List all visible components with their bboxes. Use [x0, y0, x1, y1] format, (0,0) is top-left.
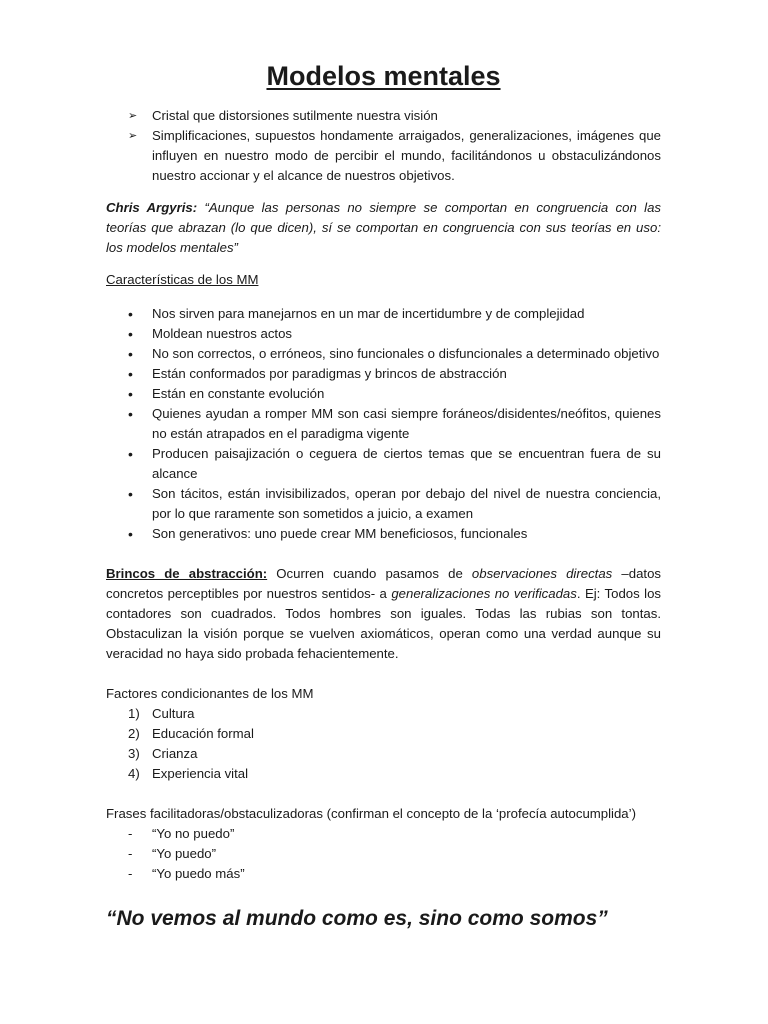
list-item-text: No son correctos, o erróneos, sino funcionales o disfuncionales a determinado objetivo: [152, 346, 660, 361]
list-number: 1): [128, 706, 140, 721]
bullet-icon: •: [128, 366, 133, 382]
list-item-text: Moldean nuestros actos: [152, 326, 293, 341]
list-item: [106, 524, 661, 544]
document-page: [106, 56, 661, 934]
factors-heading: Factores condicionantes de los MM: [106, 686, 314, 701]
list-item-text: “Yo puedo más”: [152, 866, 245, 881]
list-item: [106, 106, 661, 126]
list-item: [106, 444, 661, 484]
bullet-icon: •: [128, 326, 133, 342]
list-item-text: Experiencia vital: [152, 766, 249, 781]
arrow-bullet-icon: ➢: [128, 110, 138, 122]
phrases-list: [106, 824, 661, 884]
bullet-icon: •: [128, 526, 133, 542]
brincos-label: Brincos de abstracción:: [106, 566, 268, 581]
brincos-emphasis-2: generalizaciones no verificadas: [391, 586, 577, 601]
list-item: [106, 764, 661, 784]
list-item: [106, 824, 661, 844]
list-item: [106, 724, 661, 744]
dash-mark: -: [128, 846, 133, 861]
brincos-text-3: . Ej: Todos los contadores son cuadrados. Todos hombres son iguales. Todas las rubias son tontas. Obstaculizan la visión porque se vuelven axiomáticos, operan como una verdad aunque su veracidad no haya sido probada fehacientemente.: [106, 586, 661, 661]
list-item-text: Quienes ayudan a romper MM son casi siempre foráneos/disidentes/neófitos, quienes no están atrapados en el paradigma vigente: [152, 406, 661, 441]
factors-list: [106, 704, 661, 784]
list-item: [106, 304, 661, 324]
dash-mark: -: [128, 826, 133, 841]
list-item: [106, 864, 661, 884]
list-item-text: Cultura: [152, 706, 195, 721]
list-item-text: “Yo puedo”: [152, 846, 217, 861]
final-quote: “No vemos al mundo como es, sino como somos”: [106, 907, 608, 930]
bullet-icon: •: [128, 406, 133, 422]
brincos-paragraph: [106, 564, 661, 664]
list-item: [106, 404, 661, 444]
list-item-text: Son tácitos, están invisibilizados, operan por debajo del nivel de nuestra conciencia, por lo que raramente son sometidos a juicio, a examen: [152, 486, 661, 521]
brincos-text-2: –datos concretos perceptibles por nuestros sentidos- a: [106, 566, 661, 601]
list-item: [106, 384, 661, 404]
bullet-icon: •: [128, 346, 133, 362]
list-item: [106, 126, 661, 186]
intro-list: [106, 106, 661, 186]
brincos-text-1: Ocurren cuando pasamos de: [267, 566, 472, 581]
list-item: [106, 484, 661, 524]
list-item-text: “Yo no puedo”: [152, 826, 235, 841]
document-title: Modelos mentales: [266, 61, 501, 91]
list-item: [106, 324, 661, 344]
list-number: 4): [128, 766, 140, 781]
list-number: 2): [128, 726, 140, 741]
list-item: [106, 744, 661, 764]
list-item: [106, 364, 661, 384]
quote-text: “Aunque las personas no siempre se comportan en congruencia con las teorías que abrazan (lo que dicen), sí se comportan en congruencia con sus teorías en uso: los modelos mentales”: [106, 200, 661, 255]
list-item-text: Cristal que distorsiones sutilmente nuestra visión: [152, 108, 438, 123]
list-item-text: Simplificaciones, supuestos hondamente arraigados, generalizaciones, imágenes que influyen en nuestro modo de percibir el mundo, facilitándonos u obstaculizándonos nuestro accionar y el alcance de nuestros objetivos.: [152, 128, 661, 183]
quote-author: Chris Argyris:: [106, 200, 198, 215]
list-item-text: Producen paisajización o ceguera de ciertos temas que se encuentran fuera de su alcance: [152, 446, 661, 481]
list-item-text: Educación formal: [152, 726, 254, 741]
characteristics-list: [106, 304, 661, 544]
list-item-text: Son generativos: uno puede crear MM beneficiosos, funcionales: [152, 526, 528, 541]
bullet-icon: •: [128, 306, 133, 322]
phrases-heading: Frases facilitadoras/obstaculizadoras (confirman el concepto de la ‘profecía autocumplida’): [106, 806, 636, 821]
bullet-icon: •: [128, 446, 133, 462]
bullet-icon: •: [128, 386, 133, 402]
dash-mark: -: [128, 866, 133, 881]
list-item-text: Están conformados por paradigmas y brincos de abstracción: [152, 366, 507, 381]
list-item: [106, 844, 661, 864]
argyris-quote: [106, 198, 661, 258]
list-number: 3): [128, 746, 140, 761]
brincos-emphasis-1: observaciones directas: [471, 566, 613, 581]
characteristics-heading: Características de los MM: [106, 272, 259, 287]
arrow-bullet-icon: ➢: [128, 130, 138, 142]
list-item: [106, 344, 661, 364]
list-item: [106, 704, 661, 724]
list-item-text: Crianza: [152, 746, 198, 761]
bullet-icon: •: [128, 486, 133, 502]
list-item-text: Están en constante evolución: [152, 386, 325, 401]
list-item-text: Nos sirven para manejarnos en un mar de incertidumbre y de complejidad: [152, 306, 585, 321]
